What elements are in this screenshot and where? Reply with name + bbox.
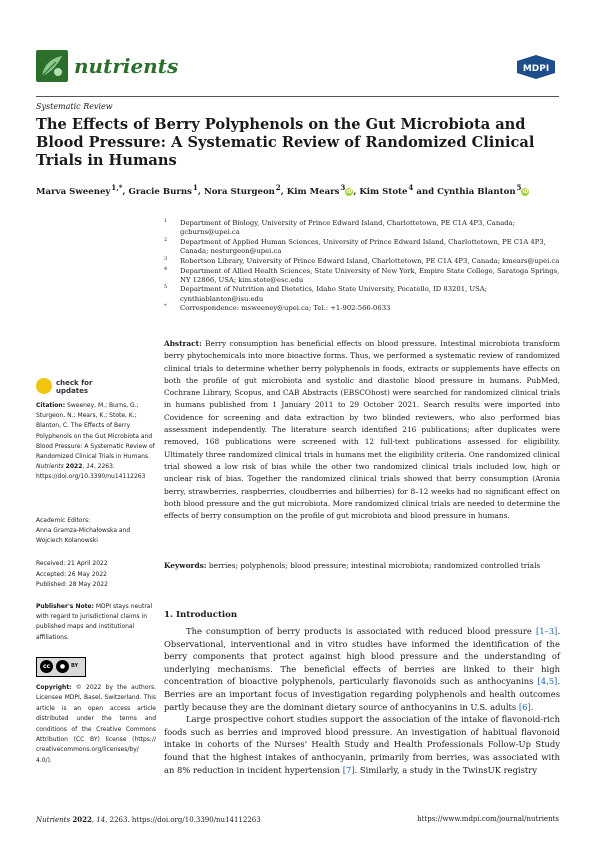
citation-label: Citation: bbox=[36, 402, 66, 409]
footer-journal-url[interactable]: https://www.mdpi.com/journal/nutrients bbox=[417, 815, 559, 823]
author-affiliation-sup: 5 bbox=[516, 183, 522, 192]
intro-text: . bbox=[530, 701, 534, 712]
article-title: The Effects of Berry Polyphenols on the Gut Microbiota and Blood Pressure: A Systematic Review of Randomized Clinical Trials in Humans bbox=[36, 116, 535, 169]
author-separator: , bbox=[197, 186, 204, 197]
citation-volume: 14 bbox=[86, 463, 94, 471]
intro-paragraph bbox=[164, 713, 560, 776]
footer-journal: Nutrients bbox=[36, 816, 71, 824]
check-for-updates-icon bbox=[36, 378, 52, 394]
editors-names: Anna Gramza-Michałowska and Wojciech Kolanowski bbox=[36, 527, 131, 544]
check-line1: check for bbox=[56, 379, 93, 387]
citation-block: Citation: Sweeney, M.; Burns, G.; Sturgeon, N.; Mears, K.; Stote, K.; Blanton, C. The Effects of Berry Polyphenols on the Gut Microbiota and Blood Pressure: A Systematic Review of Randomized Clinical Trials in Humans. Nutrients 2022, 14, 2263. https://doi.org/10.3390/nu14112263 bbox=[36, 402, 155, 481]
accepted-date: Accepted: 26 May 2022 bbox=[36, 570, 108, 578]
affiliation-text: Department of Applied Human Sciences, University of Prince Edward Island, Charlottetown, PE C1A 4P3, Canada; nesturgeon@upei.ca bbox=[180, 237, 546, 256]
intro-text: . Observational, interventional and in vitro studies have informed the identification of the berry components that protect against high blood pressure and the understanding of underlying mechanisms. The beneficial effects of berries are linked to their high concentration of bioactive polyphenols, particularly flavonoids such as anthocyanins bbox=[164, 626, 560, 687]
affiliation-number: 4 bbox=[164, 265, 168, 272]
affiliation-number: * bbox=[164, 303, 167, 310]
published-date: Published: 28 May 2022 bbox=[36, 581, 108, 588]
by-icon: ● bbox=[56, 660, 69, 673]
citation-year: 2022 bbox=[65, 463, 83, 471]
affiliation-item bbox=[164, 267, 564, 285]
copyright-block bbox=[36, 683, 156, 766]
affiliation-item bbox=[164, 219, 564, 237]
author-name[interactable]: Nora Sturgeon bbox=[203, 186, 275, 197]
footer-citation: Nutrients 2022, 14, 2263. https://doi.org/10.3390/nu14112263 bbox=[36, 815, 261, 824]
reference-link[interactable]: [7] bbox=[342, 764, 355, 775]
affiliations bbox=[164, 219, 564, 314]
orcid-icon[interactable]: iD bbox=[522, 188, 529, 195]
author-separator: , bbox=[353, 186, 360, 197]
pubnote-text: MDPI stays neutral with regard to jurisdictional claims in published maps and institutional affiliations. bbox=[36, 603, 153, 641]
author-name[interactable]: Gracie Burns bbox=[128, 186, 193, 197]
intro-text: . Similarly, a study in the TwinsUK registry bbox=[354, 764, 538, 775]
academic-editors bbox=[36, 516, 156, 546]
affiliation-text: Robertson Library, University of Prince Edward Island, Charlottetown, PE C1A 4P3, Canada; kmears@upei.ca bbox=[180, 256, 560, 265]
author-separator: and bbox=[413, 186, 438, 197]
copyright-label: Copyright: bbox=[36, 684, 72, 691]
abstract-text: Berry consumption has beneficial effects on blood pressure. Intestinal microbiota transform berry phytochemicals into more bioactive forms. Thus, we performed a systematic review of randomized clinical trials to determine whether berry polyphenols in foods, extracts or supplements have effects on both the profile of gut microbiota and systolic and diastolic blood pressure in humans. PubMed, Cochrane Library, Scopus, and CAB Abstracts (EBSCOhost) were searched for randomized clinical trials in humans published from 1 January 2011 to 29 October 2021. Search results were imported into Covidence for screening and data extraction by two blinded reviewers, who also performed bias assessment independently. The literature search identified 216 publications; after duplicates were removed, 168 publications were screened with 12 full-text publications assessed for eligibility. Ultimately three randomized clinical trials in humans met the eligibility criteria. One randomized clinical trial showed a low risk of bias while the other two randomized clinical trials included low, high or unclear risk of bias. Together the randomized clinical trials showed that berry consumption (Aronia berry, strawberries, raspberries, cloudberries and bilberries) for 8–12 weeks had no significant effect on both blood pressure and the gut microbiota. More randomized clinical trials are needed to determine the effects of berry consumption on the profile of gut microbiota and blood pressure in humans. bbox=[164, 339, 560, 521]
keywords-label: Keywords: bbox=[164, 561, 207, 570]
author-name[interactable]: Kim Stote bbox=[359, 186, 408, 197]
mdpi-logo-icon bbox=[515, 54, 557, 80]
author-name[interactable]: Cynthia Blanton bbox=[437, 186, 516, 197]
cc-icon: cc bbox=[40, 660, 53, 673]
correspondence bbox=[164, 304, 564, 313]
affiliation-number: 2 bbox=[164, 236, 168, 243]
affiliation-item bbox=[164, 238, 564, 256]
abstract-label: Abstract: bbox=[164, 339, 202, 348]
author-affiliation-sup: 2 bbox=[275, 183, 281, 192]
journal-name: nutrients bbox=[74, 54, 179, 78]
footer-volume: 14 bbox=[96, 816, 106, 824]
author-affiliation-sup: 1,* bbox=[111, 183, 123, 192]
publication-dates bbox=[36, 559, 156, 591]
citation-journal: Nutrients bbox=[36, 463, 64, 471]
affiliation-item bbox=[164, 257, 564, 266]
intro-text: The consumption of berry products is associated with reduced blood pressure bbox=[186, 626, 536, 636]
cc-by-license-icon[interactable] bbox=[36, 657, 86, 677]
reference-link[interactable]: [1–3] bbox=[535, 626, 558, 636]
introduction-body bbox=[164, 625, 560, 776]
check-for-updates-label bbox=[56, 379, 92, 395]
pubnote-label: Publisher's Note: bbox=[36, 603, 94, 610]
affiliation-number: 1 bbox=[164, 218, 168, 224]
intro-text: Large prospective cohort studies support the association of the intake of flavonoid-rich foods such as berries and improved blood pressure. An investigation of habitual flavonoid intake in cohorts of the Nurses' Health Study and Health Professionals Follow-Up Study found that the highest intakes of anthocyanin, primarily from berries, was associated with an 8% reduction in incident hypertension bbox=[164, 714, 560, 775]
reference-link[interactable]: [6] bbox=[518, 701, 531, 712]
citation-doi-link[interactable]: , 2263. https://doi.org/10.3390/nu14112263 bbox=[36, 463, 146, 481]
affiliation-item bbox=[164, 285, 564, 303]
affiliation-text: Department of Allied Health Sciences, State University of New York, Empire State College, Saratoga Springs, NY 12866, USA; kim.stote@esc.edu bbox=[180, 266, 560, 284]
author-name[interactable]: Kim Mears bbox=[286, 186, 340, 197]
reference-link[interactable]: [4,5] bbox=[537, 676, 558, 687]
abstract bbox=[164, 338, 560, 522]
author-affiliation-sup: 1 bbox=[192, 183, 198, 192]
section-heading-introduction: 1. Introduction bbox=[164, 610, 238, 620]
by-label: BY bbox=[71, 663, 79, 669]
keywords bbox=[164, 560, 560, 572]
nutrients-logo-icon bbox=[36, 50, 68, 82]
affiliation-text: Department of Nutrition and Dietetics, Idaho State University, Pocatello, ID 83201, USA; cynthiablanton@isu.edu bbox=[180, 285, 487, 303]
footer-year: 2022 bbox=[72, 815, 92, 824]
received-date: Received: 21 April 2022 bbox=[36, 560, 108, 567]
author-affiliation-sup: 4 bbox=[408, 183, 414, 192]
intro-paragraph bbox=[164, 625, 560, 713]
article-type: Systematic Review bbox=[36, 102, 113, 111]
publishers-note bbox=[36, 602, 156, 643]
affiliation-text: Department of Biology, University of Prince Edward Island, Charlottetown, PE C1A 4P3, Canada; gcburns@upei.ca bbox=[180, 219, 515, 237]
mdpi-logo-text: MDPI bbox=[522, 64, 550, 74]
footer-doi[interactable]: , 2263. https://doi.org/10.3390/nu14112263 bbox=[105, 816, 261, 824]
citation-text: Sweeney, M.; Burns, G.; Sturgeon, N.; Mears, K.; Stote, K.; Blanton, C. The Effects of Berry Polyphenols on the Gut Microbiota and Blood Pressure: A Systematic Review of Randomized Clinical Trials in Humans. bbox=[36, 402, 155, 461]
keywords-text: berries; polyphenols; blood pressure; intestinal microbiota; randomized controlled trials bbox=[208, 561, 541, 570]
copyright-text: © 2022 by the authors. Licensee MDPI, Basel, Switzerland. This article is an open access article distributed under the terms and conditions of the Creative Commons Attribution (CC BY) license (https:// creativecommons.org/licenses/by/ 4.0/). bbox=[36, 684, 156, 764]
intro-text: . Berries are an important focus of investigation regarding polyphenols and health outcomes partly because they are the dominant dietary source of anthocyanins in U.S. adults bbox=[164, 676, 560, 712]
author-name[interactable]: Marva Sweeney bbox=[36, 186, 111, 197]
author-list bbox=[36, 183, 561, 197]
check-line2: updates bbox=[56, 387, 88, 395]
author-separator: , bbox=[122, 186, 129, 197]
header-divider bbox=[36, 96, 559, 97]
affiliation-number: 3 bbox=[164, 255, 168, 262]
editors-label: Academic Editors: bbox=[36, 517, 91, 524]
author-affiliation-sup: 3 bbox=[340, 183, 346, 192]
orcid-icon[interactable]: iD bbox=[346, 188, 353, 195]
affiliation-number: 5 bbox=[164, 284, 168, 291]
affiliation-text: Correspondence: msweeney@upei.ca; Tel.: +1-902-566-0633 bbox=[180, 304, 391, 313]
author-separator: , bbox=[280, 186, 287, 197]
